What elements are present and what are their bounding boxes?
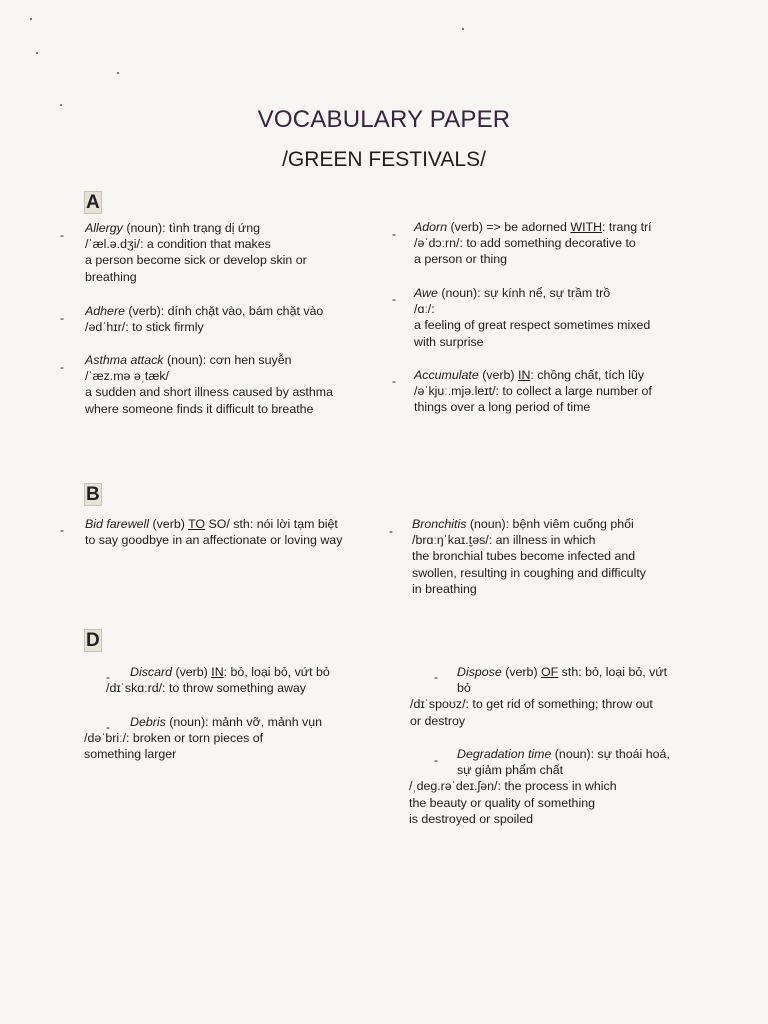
- vocab-entry-allergy: Allergy (noun): tình trạng dị ứng /ˈæl.ə.dʒi/: a condition that makes a person become sick or develop skin or breathing: [85, 221, 307, 284]
- vocab-entry-degradation-time: Degradation time (noun): sự thoái hoá, sự giảm phẩm chất /ˌdeɡ.rəˈdeɪ.ʃən/: the process in which the beauty or quality of something is destroyed or spoiled: [409, 747, 670, 826]
- vocab-entry-awe: Awe (noun): sự kính nể, sự trầm trồ /ɑː/: a feeling of great respect sometimes mixed with surprise: [414, 286, 651, 349]
- bullet-dash: -: [106, 720, 110, 734]
- vocab-entry-debris: Debris (noun): mảnh vỡ, mảnh vụn /dəˈbriː/: broken or torn pieces of something larger: [84, 715, 323, 762]
- section-letter-a: A: [86, 192, 100, 213]
- bullet-dash: -: [60, 311, 64, 325]
- vocab-entry-accumulate: Accumulate (verb) IN: chồng chất, tích lũy /əˈkjuː.mjə.leɪt/: to collect a large number of things over a long period of time: [414, 368, 652, 415]
- bullet-dash: -: [392, 227, 396, 241]
- vocab-entry-adhere: Adhere (verb): dính chặt vào, bám chặt vào /ədˈhɪr/: to stick firmly: [85, 304, 324, 335]
- bullet-dash: -: [60, 228, 64, 242]
- page-title: VOCABULARY PAPER: [257, 106, 511, 133]
- bullet-dash: -: [60, 360, 64, 374]
- bullet-dash: -: [389, 524, 393, 538]
- vocab-entry-asthma-attack: Asthma attack (noun): cơn hen suyễn /ˈæz.mə əˌtæk/ a sudden and short illness caused by asthma where someone finds it difficult to breathe: [85, 353, 333, 416]
- bullet-dash: -: [392, 292, 396, 306]
- page-subtitle: /GREEN FESTIVALS/: [282, 148, 486, 171]
- bullet-dash: -: [60, 523, 64, 537]
- bullet-dash: -: [106, 670, 110, 684]
- bullet-dash: -: [434, 753, 438, 767]
- vocab-entry-dispose: Dispose (verb) OF sth: bỏ, loại bỏ, vứt bỏ /dɪˈspoʊz/: to get rid of something; throw out or destroy: [410, 665, 668, 728]
- bullet-dash: -: [434, 670, 438, 684]
- vocab-entry-adorn: Adorn (verb) => be adorned WITH: trang trí /əˈdɔːrn/: to add something decorative to a person or thing: [414, 220, 652, 267]
- bullet-dash: -: [392, 374, 396, 388]
- section-letter-d: D: [86, 630, 100, 651]
- section-letter-b: B: [86, 484, 100, 505]
- vocab-entry-bid-farewell: Bid farewell (verb) TO SO/ sth: nói lời tạm biệt to say goodbye in an affectionate or loving way: [85, 517, 343, 548]
- vocab-entry-bronchitis: Bronchitis (noun): bệnh viêm cuống phổi /brɑːŋˈkaɪ.t̬əs/: an illness in which the bronchial tubes become infected and swollen, resulting in coughing and difficulty in breathing: [412, 517, 646, 596]
- vocab-entry-discard: Discard (verb) IN: bỏ, loại bỏ, vứt bỏ /dɪˈskɑːrd/: to throw something away: [106, 665, 330, 696]
